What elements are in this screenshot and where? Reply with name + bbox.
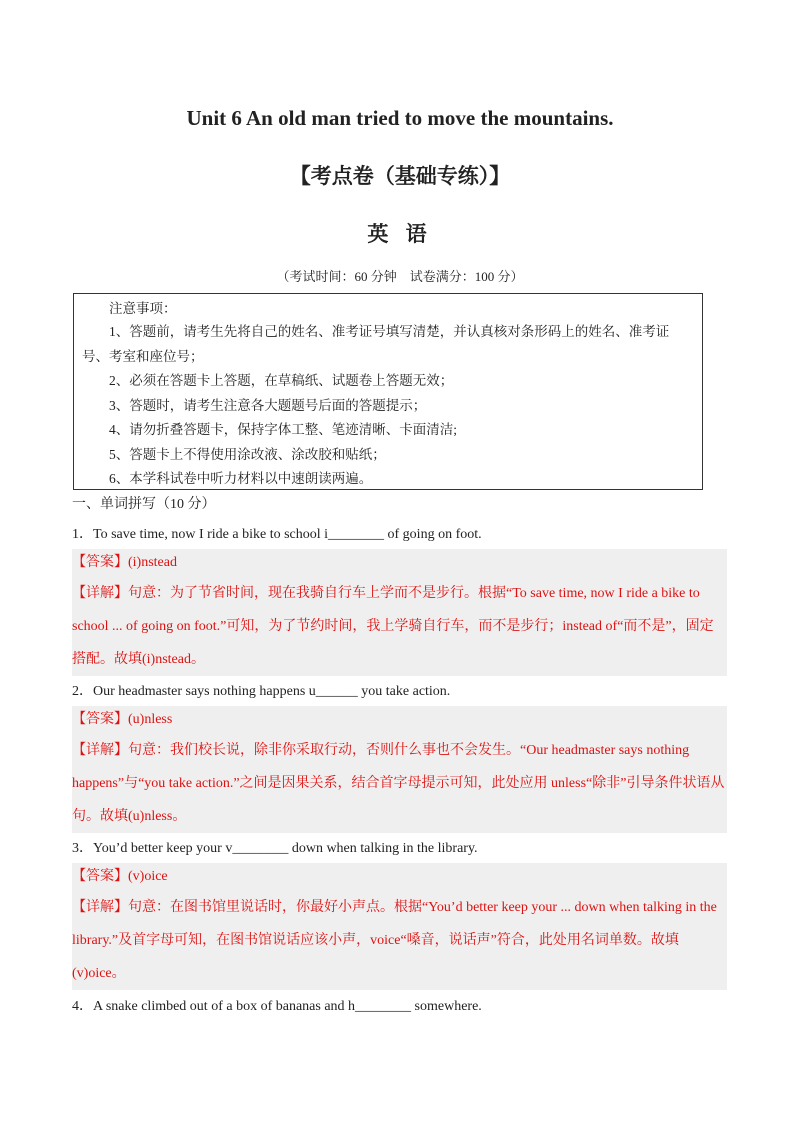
answer-block-3	[72, 863, 727, 990]
answer-line: 【答案】(u)nless	[72, 712, 173, 727]
subject-heading: 英 语	[367, 222, 433, 246]
notice-item: 4、请勿折叠答题卡，保持字体工整、笔迹清晰、卡面清洁;	[109, 422, 457, 437]
explanation-text: 【详解】句意：我们校长说，除非你采取行动，否则什么事也不会发生。“Our headmaster says nothing happens”与“you take action.”之间是因果关系，结合首字母提示可知，此处应用 unless“除非”引导条件状语从句。故填(u)nless。	[72, 743, 725, 824]
explanation-text: 【详解】句意：在图书馆里说话时，你最好小声点。根据“You’d better keep your ... down when talking in the library.”及首字母可知，在图书馆说话应该小声，voice“嗓音，说话声”符合，此处用名词单数。故填(v)oice。	[72, 900, 717, 981]
answer-block-2	[72, 706, 727, 833]
notice-item: 5、答题卡上不得使用涂改液、涂改胶和贴纸；	[109, 446, 386, 462]
question-1: 1．To save time, now I ride a bike to school i________ of going on foot.	[72, 527, 482, 542]
notice-heading: 注意事项：	[109, 301, 177, 316]
notice-item: 3、答题时，请考生注意各大题题号后面的答题提示；	[109, 397, 427, 413]
section-heading: 一、单词拼写（10 分）	[72, 497, 216, 512]
document-title: Unit 6 An old man tried to move the mountains.	[186, 106, 614, 130]
answer-block-1	[72, 549, 727, 676]
question-4: 4．A snake climbed out of a box of bananas and h________ somewhere.	[72, 999, 482, 1014]
notice-box	[73, 293, 703, 490]
document-subtitle: 【考点卷（基础专练）】	[289, 164, 511, 188]
exam-info: （考试时间：60 分钟 试卷满分：100 分）	[276, 269, 524, 284]
explanation-text: 【详解】句意：为了节省时间，现在我骑自行车上学而不是步行。根据“To save time, now I ride a bike to school ... of going on foot.”可知，为了节约时间，我上学骑自行车，而不是步行；instead of“而不是”，固定搭配。故填(i)nstead。	[72, 586, 714, 667]
question-2: 2．Our headmaster says nothing happens u______ you take action.	[72, 684, 451, 699]
notice-item: 1、答题前，请考生先将自己的姓名、准考证号填写清楚，并认真核对条形码上的姓名、准考证号、考室和座位号；	[82, 324, 670, 364]
answer-line: 【答案】(v)oice	[72, 869, 168, 884]
notice-item: 2、必须在答题卡上答题，在草稿纸、试题卷上答题无效；	[109, 373, 454, 388]
answer-line: 【答案】(i)nstead	[72, 555, 177, 570]
notice-item: 6、本学科试卷中听力材料以中速朗读两遍。	[109, 471, 373, 486]
question-3: 3．You’d better keep your v________ down when talking in the library.	[72, 841, 478, 856]
